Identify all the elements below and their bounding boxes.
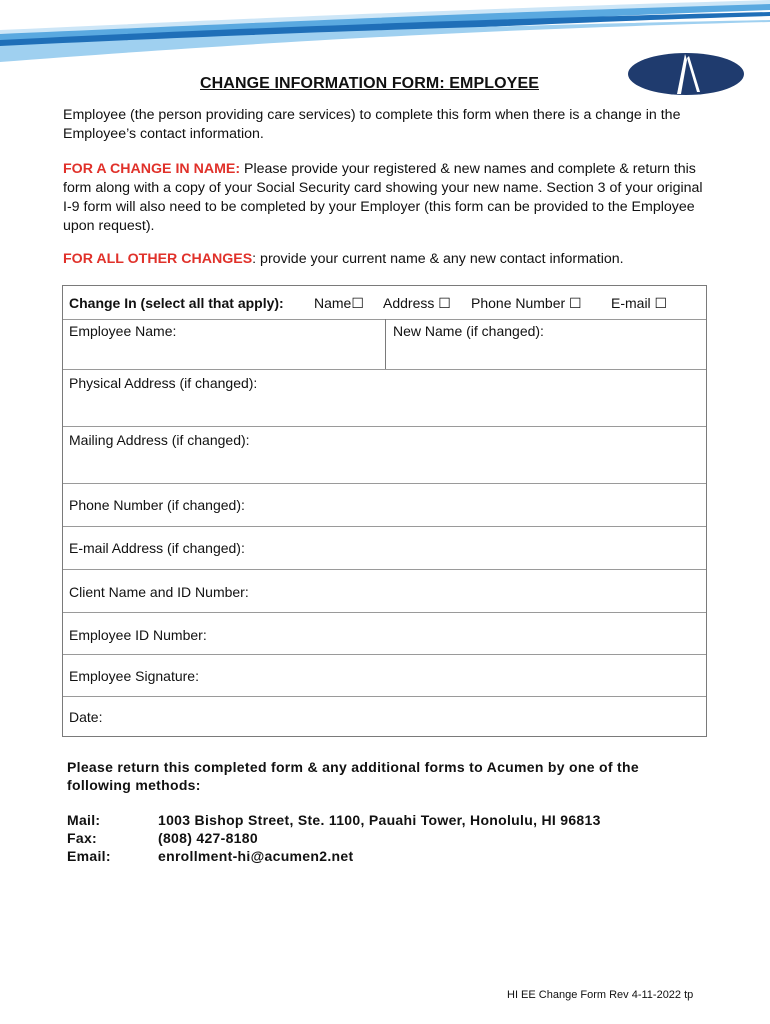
other-changes-label: FOR ALL OTHER CHANGES: [63, 251, 253, 267]
phone-number-checkbox[interactable]: Phone Number ☐: [471, 295, 582, 311]
employee-name-field[interactable]: Employee Name:: [69, 323, 177, 339]
email-label: Email:: [67, 848, 111, 864]
mailing-address-field[interactable]: Mailing Address (if changed):: [69, 432, 250, 448]
name-change-paragraph: [63, 160, 713, 236]
name-change-text: Please provide your registered & new names and complete & return this form along with a copy of your Social Security card showing your new name. Section 3 of your original I-9 form will also need to be completed by your Employer (this form can be provided to the Employee upon request).: [63, 161, 703, 234]
email-address-field[interactable]: E-mail Address (if changed):: [69, 540, 245, 556]
fax-label: Fax:: [67, 830, 97, 846]
physical-address-row: [63, 369, 706, 427]
physical-address-field[interactable]: Physical Address (if changed):: [69, 375, 258, 391]
email-address-row: [63, 526, 706, 570]
page-title: CHANGE INFORMATION FORM: EMPLOYEE: [200, 75, 539, 92]
name-divider: [385, 319, 386, 369]
employee-id-row: [63, 612, 706, 655]
intro-paragraph: Employee (the person providing care services) to complete this form when there is a change in the Employee’s contact information.: [63, 107, 681, 142]
footer-revision: HI EE Change Form Rev 4-11-2022 tp: [507, 989, 694, 1001]
change-form-table: [62, 285, 707, 737]
mailing-address-row: [63, 426, 706, 484]
mail-address: 1003 Bishop Street, Ste. 1100, Pauahi Tower, Honolulu, HI 96813: [158, 812, 601, 828]
mail-label: Mail:: [67, 812, 101, 828]
employee-signature-field[interactable]: Employee Signature:: [69, 668, 199, 684]
fax-number: (808) 427-8180: [158, 830, 258, 846]
employee-name-row: [63, 319, 706, 370]
other-changes-paragraph: [63, 250, 713, 269]
date-row: [63, 696, 706, 736]
acumen-logo: [627, 52, 745, 96]
date-field[interactable]: Date:: [69, 709, 103, 725]
client-name-field[interactable]: Client Name and ID Number:: [69, 584, 249, 600]
return-instructions: Please return this completed form & any additional forms to Acumen by one of the following methods:: [67, 759, 639, 793]
phone-number-field[interactable]: Phone Number (if changed):: [69, 497, 245, 513]
change-in-row: [63, 286, 706, 320]
employee-signature-row: [63, 654, 706, 697]
client-name-row: [63, 569, 706, 613]
name-change-label: FOR A CHANGE IN NAME:: [63, 161, 241, 177]
address-checkbox[interactable]: Address ☐: [383, 295, 451, 311]
other-changes-text: : provide your current name & any new contact information.: [252, 251, 624, 267]
email-checkbox[interactable]: E-mail ☐: [611, 295, 668, 311]
new-name-field[interactable]: New Name (if changed):: [393, 323, 544, 339]
email-link[interactable]: enrollment-hi@acumen2.net: [158, 848, 354, 864]
phone-number-row: [63, 483, 706, 527]
change-in-label: Change In (select all that apply):: [69, 295, 284, 311]
name-checkbox[interactable]: Name☐: [314, 295, 364, 311]
employee-id-field[interactable]: Employee ID Number:: [69, 627, 207, 643]
